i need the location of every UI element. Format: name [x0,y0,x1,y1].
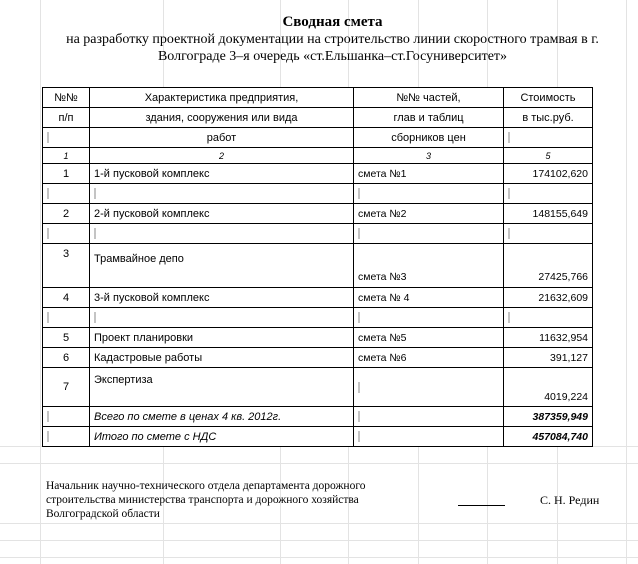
empty-cell-marker [94,228,96,239]
empty-cell-marker [47,411,49,422]
table-row-spacer [43,184,593,204]
row-name: 3-й пусковой комплекс [90,288,354,308]
document-subtitle-line1: на разработку проектной документации на строительство линии скоростного трамвая в г. [66,32,599,47]
row-name: Кадастровые работы [90,348,354,368]
total-vat-label: Итого по смете с НДС [90,427,354,447]
empty-cell-marker [508,228,510,239]
table-row [43,348,593,368]
table-row [43,204,593,224]
row-number: 3 [43,244,90,288]
column-number: 1 [43,148,90,164]
row-cost: 174102,620 [504,164,593,184]
row-name: Проект планировки [90,328,354,348]
signature-line [458,505,505,506]
total-vat-value: 457084,740 [504,427,593,447]
row-name: 2-й пусковой комплекс [90,204,354,224]
header-col2: Характеристика предприятия, [90,88,354,108]
signer-name: С. Н. Редин [540,493,600,507]
row-ref [354,368,504,407]
empty-cell-marker [358,382,360,393]
table-header-row [43,108,593,128]
empty-cell-marker [47,132,49,143]
table-row-spacer [43,224,593,244]
row-number: 5 [43,328,90,348]
row-name: Экспертиза [90,368,354,407]
table-header-row [43,88,593,108]
document-subtitle-line2: Волгограде 3–я очередь «ст.Ельшанка–ст.Госуниверситет» [157,49,508,64]
row-number: 1 [43,164,90,184]
empty-cell-marker [358,312,360,323]
total-prices-label: Всего по смете в ценах 4 кв. 2012г. [90,407,354,427]
row-cost: 21632,609 [504,288,593,308]
row-cost: 27425,766 [504,244,593,288]
row-ref: смета №6 [354,348,504,368]
empty-cell-marker [94,312,96,323]
row-name: Трамвайное депо [90,244,354,288]
empty-cell-marker [47,312,49,323]
total-prices-value: 387359,949 [504,407,593,427]
estimate-table [42,87,593,447]
row-ref: смета №2 [354,204,504,224]
position-line3: Волгоградской области [46,508,160,520]
header-col1: п/п [43,108,90,128]
row-number: 2 [43,204,90,224]
row-ref: смета №3 [354,244,504,288]
row-ref: смета № 4 [354,288,504,308]
column-number: 2 [90,148,354,164]
total-row-vat [43,427,593,447]
header-col3: сборников цен [354,128,504,148]
empty-cell-marker [358,188,360,199]
row-ref: смета №1 [354,164,504,184]
table-header-row [43,128,593,148]
empty-cell-marker [94,188,96,199]
table-row [43,328,593,348]
row-ref: смета №5 [354,328,504,348]
row-cost: 4019,224 [504,368,593,407]
empty-cell-marker [358,431,360,442]
document-title: Сводная смета [282,14,383,30]
header-col1: №№ [43,88,90,108]
empty-cell-marker [508,188,510,199]
empty-cell-marker [47,188,49,199]
empty-cell-marker [47,431,49,442]
row-number: 6 [43,348,90,368]
row-cost: 148155,649 [504,204,593,224]
column-number: 3 [354,148,504,164]
header-col3: №№ частей, [354,88,504,108]
column-number: 5 [504,148,593,164]
row-name: 1-й пусковой комплекс [90,164,354,184]
empty-cell-marker [47,228,49,239]
empty-cell-marker [358,228,360,239]
header-col2: работ [90,128,354,148]
header-col2: здания, сооружения или вида [90,108,354,128]
total-row-prices [43,407,593,427]
document-heading [40,13,625,65]
signature-position [46,479,406,521]
position-line1: Начальник научно-технического отдела департамента дорожного [46,480,366,492]
table-row-spacer [43,308,593,328]
row-number: 7 [43,368,90,407]
table-row [43,288,593,308]
header-col4: в тыс.руб. [504,108,593,128]
empty-cell-marker [508,132,510,143]
table-row [43,164,593,184]
header-col4: Стоимость [504,88,593,108]
header-col3: глав и таблиц [354,108,504,128]
row-number: 4 [43,288,90,308]
row-cost: 391,127 [504,348,593,368]
column-numbers-row [43,148,593,164]
position-line2: строительства министерства транспорта и дорожного хозяйства [46,494,359,506]
table-row [43,368,593,407]
table-row [43,244,593,288]
row-cost: 11632,954 [504,328,593,348]
empty-cell-marker [508,312,510,323]
empty-cell-marker [358,411,360,422]
